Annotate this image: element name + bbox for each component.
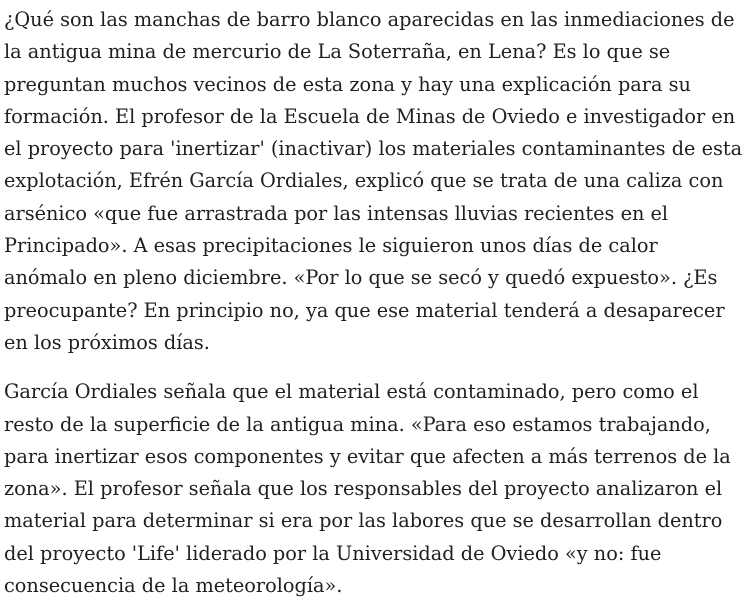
paragraph-line: material para determinar si era por las labores que se desarrollan dentro bbox=[4, 509, 723, 533]
paragraph-line: arsénico «que fue arrastrada por las intensas lluvias recientes en el bbox=[4, 201, 669, 225]
paragraph-line: García Ordiales señala que el material está contaminado, pero como el bbox=[4, 380, 699, 404]
paragraph-line: Principado». A esas precipitaciones le siguieron unos días de calor bbox=[4, 234, 658, 258]
paragraph-line: la antigua mina de mercurio de La Soterraña, en Lena? Es lo que se bbox=[4, 40, 671, 64]
paragraph-line: explotación, Efrén García Ordiales, explicó que se trata de una caliza con bbox=[4, 169, 724, 193]
paragraph-line: anómalo en pleno diciembre. «Por lo que se secó y quedó expuesto». ¿Es bbox=[4, 266, 718, 290]
paragraph-line: para inertizar esos componentes y evitar que afecten a más terrenos de la bbox=[4, 444, 731, 468]
paragraph-line: el proyecto para 'inertizar' (inactivar) los materiales contaminantes de esta bbox=[4, 137, 743, 161]
article-paragraph-1 bbox=[4, 4, 743, 359]
article-paragraph-2 bbox=[4, 376, 731, 602]
paragraph-line: preocupante? En principio no, ya que ese material tenderá a desaparecer bbox=[4, 298, 725, 322]
paragraph-line: preguntan muchos vecinos de esta zona y hay una explicación para su bbox=[4, 72, 691, 96]
paragraph-line: en los próximos días. bbox=[4, 330, 210, 354]
paragraph-line: del proyecto 'Life' liderado por la Universidad de Oviedo «y no: fue bbox=[4, 541, 662, 565]
paragraph-line: consecuencia de la meteorología». bbox=[4, 574, 343, 598]
paragraph-line: resto de la superficie de la antigua mina. «Para eso estamos trabajando, bbox=[4, 412, 711, 436]
paragraph-line: zona». El profesor señala que los responsables del proyecto analizaron el bbox=[4, 477, 723, 501]
paragraph-line: ¿Qué son las manchas de barro blanco aparecidas en las inmediaciones de bbox=[4, 8, 735, 31]
paragraph-line: formación. El profesor de la Escuela de Minas de Oviedo e investigador en bbox=[4, 104, 736, 128]
